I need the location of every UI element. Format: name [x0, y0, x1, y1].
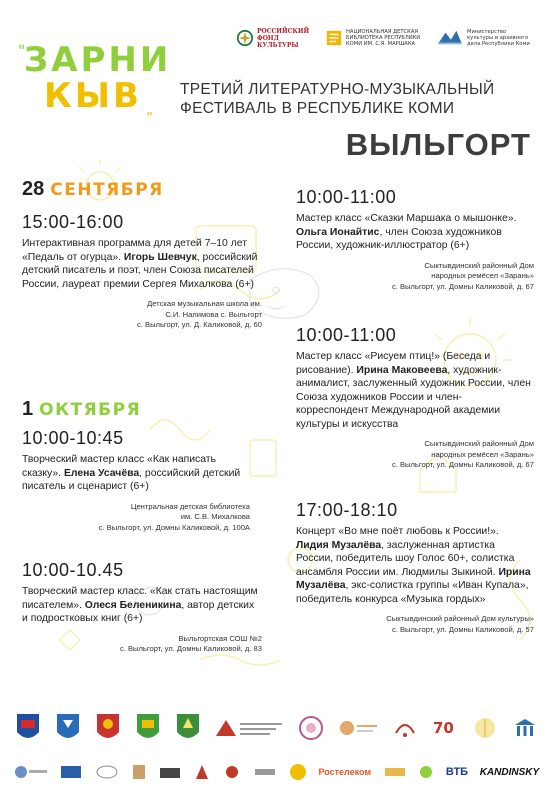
festival-title [180, 80, 540, 118]
partner-logo-icon [418, 764, 434, 780]
event-1-time: 15:00-16:00 [22, 212, 124, 232]
event-2-venue [22, 502, 250, 534]
event-3-desc-text: Творческий мастер класс. «Как стать настоящим писателем». [22, 586, 258, 611]
book-icon [325, 29, 343, 47]
coat-of-arms-icon [175, 712, 201, 744]
partner-rfk-text: РОССИЙСКИЙ ФОНД КУЛЬТУРЫ [257, 27, 310, 49]
vtb-logo: ВТБ [445, 766, 469, 778]
svg-text:„: „ [146, 102, 154, 118]
city-title: ВЫЛЬГОРТ [345, 127, 531, 162]
logo-line-2: КЫВ [44, 76, 142, 116]
event-5-venue-line-2: народных ремёсел «Зарань» [431, 449, 534, 459]
event-2-venue-line-2: им. С.В. Михалкова [180, 512, 250, 521]
event-2-description [22, 453, 250, 494]
logo-quotes [18, 38, 160, 118]
event-6-person: Лидия Музалёва [296, 539, 382, 551]
date-day2-month: ОКТЯБРЯ [39, 400, 142, 420]
event-4-venue-line-1: Сыктывдинский районный Дом [424, 260, 534, 270]
shell-emblem-icon [472, 715, 498, 741]
event-2-venue-line-3: с. Выльгорт, ул. Домны Каликовой, д. 100А [98, 522, 250, 532]
event-4-person: Ольга Ионайтис [296, 226, 380, 238]
festival-title-line-1: ТРЕТИЙ ЛИТЕРАТУРНО-МУЗЫКАЛЬНЫЙ [180, 81, 495, 98]
partner-library-text: НАЦИОНАЛЬНАЯ ДЕТСКАЯ БИБЛИОТЕКА РЕСПУБЛИКИ КОМИ ИМ. С.Я. МАРШАКА [346, 29, 421, 47]
event-5-venue-line-3: с. Выльгорт, ул. Домны Каликовой, д. 67 [391, 460, 534, 469]
event-6-description [296, 525, 534, 606]
partner-logo-icon [194, 764, 210, 780]
partner-logo-icon [59, 764, 83, 780]
event-2-person: Елена Усачёва [63, 467, 140, 479]
rostelecom-logo: Ростелеком [318, 767, 372, 777]
event-5 [296, 325, 534, 471]
circle-emblem-icon [298, 715, 324, 741]
event-1 [22, 212, 262, 331]
event-1-venue [22, 299, 262, 331]
event-3-description [22, 585, 262, 626]
coat-of-arms-icon [135, 712, 161, 744]
festival-logo [18, 38, 172, 118]
event-6-desc-mid: , заслуженная артистка России, победитель шоу Голос 60+, солистка ансамбля России им. Людмилы Зыкиной. [296, 539, 515, 578]
sponsor-logos-row-2 [0, 760, 553, 784]
event-1-desc-text: Интерактивная программа для детей 7–10 лет «Педаль от огурца». [22, 238, 247, 263]
partners-top [236, 18, 546, 58]
partner-logo-icon [253, 764, 277, 780]
event-5-desc-tail: , художник-анималист, заслуженный художник России, член Союза художников России и член-корреспондент Международной академии культуры и искусства [296, 364, 531, 430]
partner-logo-icon [158, 764, 182, 780]
date-day1-month: СЕНТЯБРЯ [50, 180, 164, 200]
event-6-desc-text: Концерт «Во мне поёт любовь к России!». [296, 526, 499, 537]
event-6-venue-line-1: Сыктывдинский районный Дом культуры» [386, 614, 534, 623]
partner-rfk [236, 28, 319, 49]
event-4-desc-text: Мастер класс «Сказки Маршака о мышонке». [296, 213, 517, 224]
logo-line-1: ЗАРНИ [24, 40, 172, 80]
event-1-desc-tail: , российский детский писатель и поэт, член Союза писателей России, лауреат премии Сергея Михалкова (6+) [22, 251, 258, 290]
event-6 [296, 500, 534, 635]
rosette-icon [236, 29, 254, 47]
wave-icon [436, 29, 464, 47]
partner-logo-icon [95, 764, 119, 780]
event-4-venue-line-3: с. Выльгорт, ул. Домны Каликовой, д. 67 [391, 281, 534, 291]
event-1-venue-line-2: С.И. Налимова с. Выльгорт [165, 309, 262, 319]
event-6-person-2: Ирина Музалёва [296, 566, 531, 591]
event-6-time: 17:00-18:10 [296, 500, 398, 520]
event-1-description [22, 237, 262, 291]
event-5-venue-line-1: Сыктывдинский районный Дом [424, 439, 534, 448]
event-4-time: 10:00-11:00 [296, 187, 397, 207]
partner-ministry [436, 29, 533, 47]
event-5-venue [296, 439, 534, 471]
event-5-desc-text: Мастер класс «Рисуем птиц!» (Беседа и рисование). [296, 351, 491, 376]
event-6-venue-line-2: с. Выльгорт, ул. Домны Каликовой, д. 57 [391, 624, 534, 634]
kandinsky-logo: KANDINSKY [479, 766, 540, 778]
coat-of-arms-icon [55, 712, 81, 744]
event-6-venue [296, 614, 534, 635]
date-header-day1 [22, 178, 164, 201]
event-3-venue-line-1: Выльгортская СОШ №2 [178, 633, 262, 643]
event-2-desc-tail: , российский детский писатель и сценарист (6+) [22, 467, 241, 492]
date-header-day2 [22, 398, 141, 421]
event-4-venue [296, 261, 534, 293]
partner-logo-icon [383, 764, 407, 780]
event-3-time: 10:00-10.45 [22, 560, 124, 580]
sponsor-logos-row-1 [0, 708, 553, 748]
event-2-desc-text: Творческий мастер класс «Как написать сказку». [22, 454, 216, 479]
partner-logo-icon [131, 764, 147, 780]
partner-ministry-text: Министерство культуры и архивного дела Республики Коми [467, 29, 530, 47]
event-1-venue-line-1: Детская музыкальная школа им. [147, 299, 262, 308]
event-3-venue [22, 634, 262, 655]
event-3-venue-line-2: с. Выльгорт, ул. Домны Каликовой, д. 83 [119, 644, 262, 653]
event-5-person: Ирина Маковеева [356, 364, 448, 376]
event-2-time: 10:00-10:45 [22, 428, 124, 448]
anniversary-70-icon [432, 715, 458, 741]
library-building-icon [512, 715, 538, 741]
event-6-desc-tail: , экс-солистка группы «Иван Купала», победитель конкурса «Музыка гордых» [296, 580, 529, 605]
coat-of-arms-icon [15, 712, 41, 744]
bird-emblem-icon [392, 715, 418, 741]
partner-logo-icon [14, 764, 48, 780]
event-1-person: Игорь Шевчук [123, 251, 197, 263]
festival-title-line-2: ФЕСТИВАЛЬ В РЕСПУБЛИКЕ КОМИ [180, 100, 455, 117]
event-2 [22, 428, 250, 533]
partner-logo-icon [289, 763, 307, 781]
svg-text:70: 70 [433, 719, 454, 737]
event-3-person: Олеся Беленикина [84, 599, 182, 611]
event-4-desc-tail: , член Союза художников России, художник-иллюстратор (6+) [296, 226, 502, 251]
event-3 [22, 560, 262, 655]
partner-library [325, 29, 430, 47]
event-1-venue-line-3: с. Выльгорт, ул. Д. Каликовой, д. 60 [137, 320, 262, 329]
coat-of-arms-icon [95, 712, 121, 744]
date-day2-number: 1 [22, 398, 34, 420]
event-4-venue-line-2: народных ремёсел «Зарань» [431, 271, 534, 280]
svg-text:": " [18, 41, 26, 60]
partner-logo-icon [222, 764, 242, 780]
event-5-time: 10:00-11:00 [296, 325, 397, 345]
yugor-logo-icon [338, 717, 378, 739]
event-4-description [296, 212, 534, 253]
event-5-description [296, 350, 534, 431]
event-2-venue-line-1: Центральная детская библиотека [130, 501, 250, 511]
event-4 [296, 187, 534, 292]
fund-logo-icon [214, 716, 284, 740]
date-day1-number: 28 [22, 178, 45, 200]
event-3-desc-tail: , автор детских и подростковых книг (6+) [22, 599, 255, 624]
